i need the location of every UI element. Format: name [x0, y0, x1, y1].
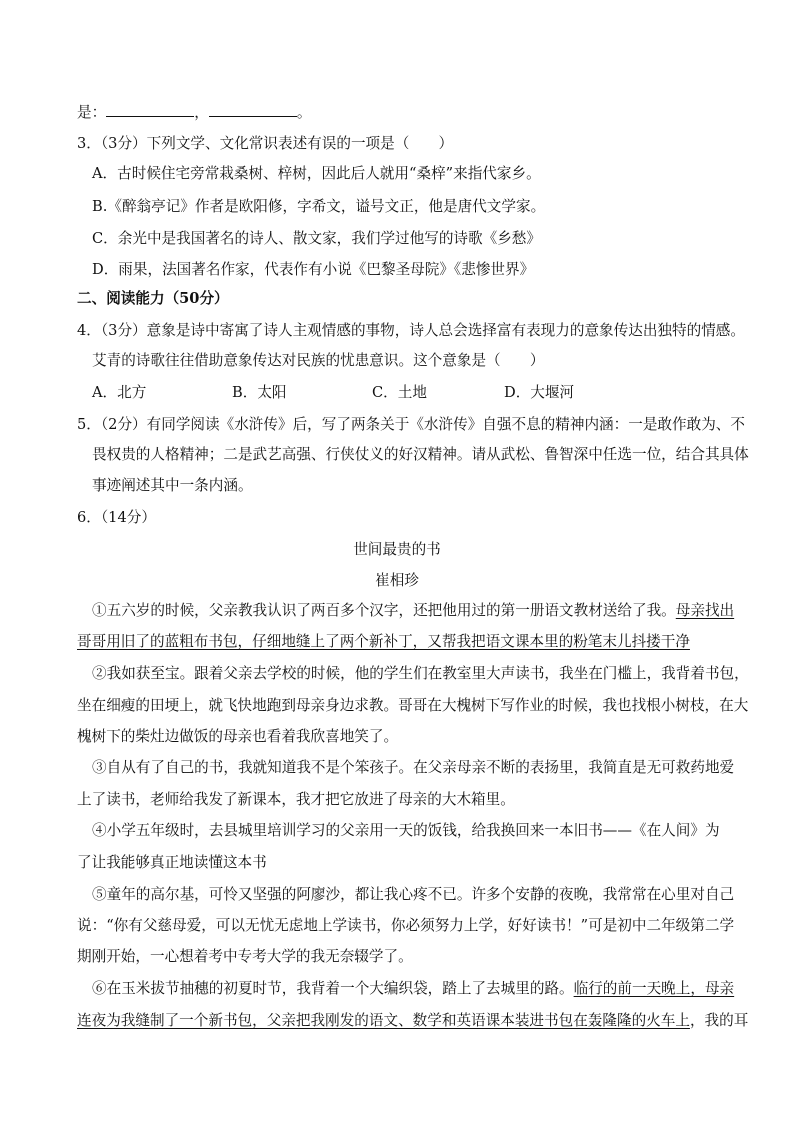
period: 。 [296, 104, 312, 121]
q3-option-c: C．余光中是我国著名的诗人、散文家，我们学过他写的诗歌《乡愁》 [92, 230, 541, 247]
para-1-text: ①五六岁的时候，父亲教我认识了两百多个汉字，还把他用过的第一册语文教材送给了我。 [92, 602, 676, 619]
para-1-line-1 [92, 601, 735, 621]
answer-blank-1[interactable] [106, 102, 194, 117]
para-5-line-2: 说：“你有父慈母爱，可以无忧无虑地上学读书，你必须努力上学，好好读书！”可是初中二年级第二学 [77, 917, 735, 934]
para-2-line-1: ②我如获至宝。跟着父亲去学校的时候，他的学生们在教室里大声读书，我坐在门槛上，我背着书包， [92, 665, 749, 682]
q4-option-b: B．太阳 [232, 384, 287, 401]
q4-line-1: 4．（3分）意象是诗中寄寓了诗人主观情感的事物，诗人总会选择富有表现力的意象传达出独特的情感。 [77, 322, 745, 339]
q3-stem: 3．（3分）下列文学、文化常识表述有误的一项是（ ） [77, 135, 454, 152]
para-5-line-1: ⑤童年的高尔基，可怜又坚强的阿廖沙，都让我心疼不已。许多个安静的夜晚，我常常在心里对自己 [92, 886, 735, 903]
para-2-line-3: 槐树下的柴灶边做饭的母亲也看着我欣喜地笑了。 [77, 728, 399, 745]
para-2-line-2: 坐在细瘦的田埂上，就飞快地跑到母亲身边求教。哥哥在大槐树下写作业的时候，我也找根小树枝，在大 [77, 697, 749, 714]
para-1-underlined: 母亲找出 [675, 602, 735, 619]
q4-option-d: D．大堰河 [504, 384, 575, 401]
article-author: 崔相珍 [375, 572, 419, 589]
para-4-line-2: 了让我能够真正地读懂这本书 [77, 854, 267, 871]
q5-line-3: 事迹阐述其中一条内涵。 [92, 477, 253, 494]
para-6-underlined: 临行的前一天晚上，母亲 [573, 980, 735, 997]
para-5-line-3: 期刚开始，一心想着考中专考大学的我无奈辍学了。 [77, 948, 413, 965]
para-6-line-2 [77, 1011, 749, 1031]
article-title: 世间最贵的书 [353, 541, 441, 558]
answer-blank-2[interactable] [209, 102, 297, 117]
comma: ， [194, 104, 209, 121]
q4-line-2: 艾青的诗歌往往借助意象传达对民族的忧患意识。这个意象是（ ） [92, 352, 545, 369]
q5-line-2: 畏权贵的人格精神；二是武艺高强、行侠仗义的好汉精神。请从武松、鲁智深中任选一位，结合其具体 [92, 446, 749, 463]
para-6-line-1 [92, 979, 735, 999]
q4-options [92, 383, 717, 403]
top-fill-blank-line [77, 102, 717, 123]
para-1-underlined-cont: 哥哥用旧了的蓝粗布书包，仔细地缝上了两个新补丁，又帮我把语文课本里的粉笔末儿抖搂干净 [77, 633, 690, 650]
para-3-line-2: 上了读书，老师给我发了新课本，我才把它放进了母亲的大木箱里。 [77, 791, 515, 808]
para-4-line-1: ④小学五年级时，去县城里培训学习的父亲用一天的饭钱，给我换回来一本旧书——《在人间》为 [92, 822, 720, 839]
q6-stem: 6．（14分） [77, 509, 156, 526]
q5-line-1: 5．（2分）有同学阅读《水浒传》后，写了两条关于《水浒传》自强不息的精神内涵：一是敢作敢为、不 [77, 416, 745, 433]
q3-option-d: D．雨果，法国著名作家，代表作有小说《巴黎圣母院》《悲惨世界》 [92, 261, 535, 278]
section-heading: 二、阅读能力（50分） [77, 290, 229, 307]
q4-option-c: C．土地 [372, 384, 427, 401]
q4-option-a: A．北方 [92, 384, 147, 401]
q3-option-b: B.《醉翁亭记》作者是欧阳修，字希文，谥号文正，他是唐代文学家。 [92, 198, 546, 215]
top-prefix: 是： [77, 104, 107, 121]
para-1-line-2 [77, 632, 717, 652]
para-3-line-1: ③自从有了自己的书，我就知道我不是个笨孩子。在父亲母亲不断的表扬里，我简直是无可救药地爱 [92, 759, 735, 776]
q3-option-a: A．古时候住宅旁常栽桑树、梓树，因此后人就用“桑梓”来指代家乡。 [92, 165, 541, 182]
para-6-text: ⑥在玉米拔节抽穗的初夏时节，我背着一个大编织袋，踏上了去城里的路。 [92, 980, 574, 997]
para-6-text-cont: ，我的耳 [689, 1012, 749, 1029]
para-6-underlined-cont: 连夜为我缝制了一个新书包，父亲把我刚发的语文、数学和英语课本装进书包在轰隆隆的火车上 [77, 1012, 690, 1029]
